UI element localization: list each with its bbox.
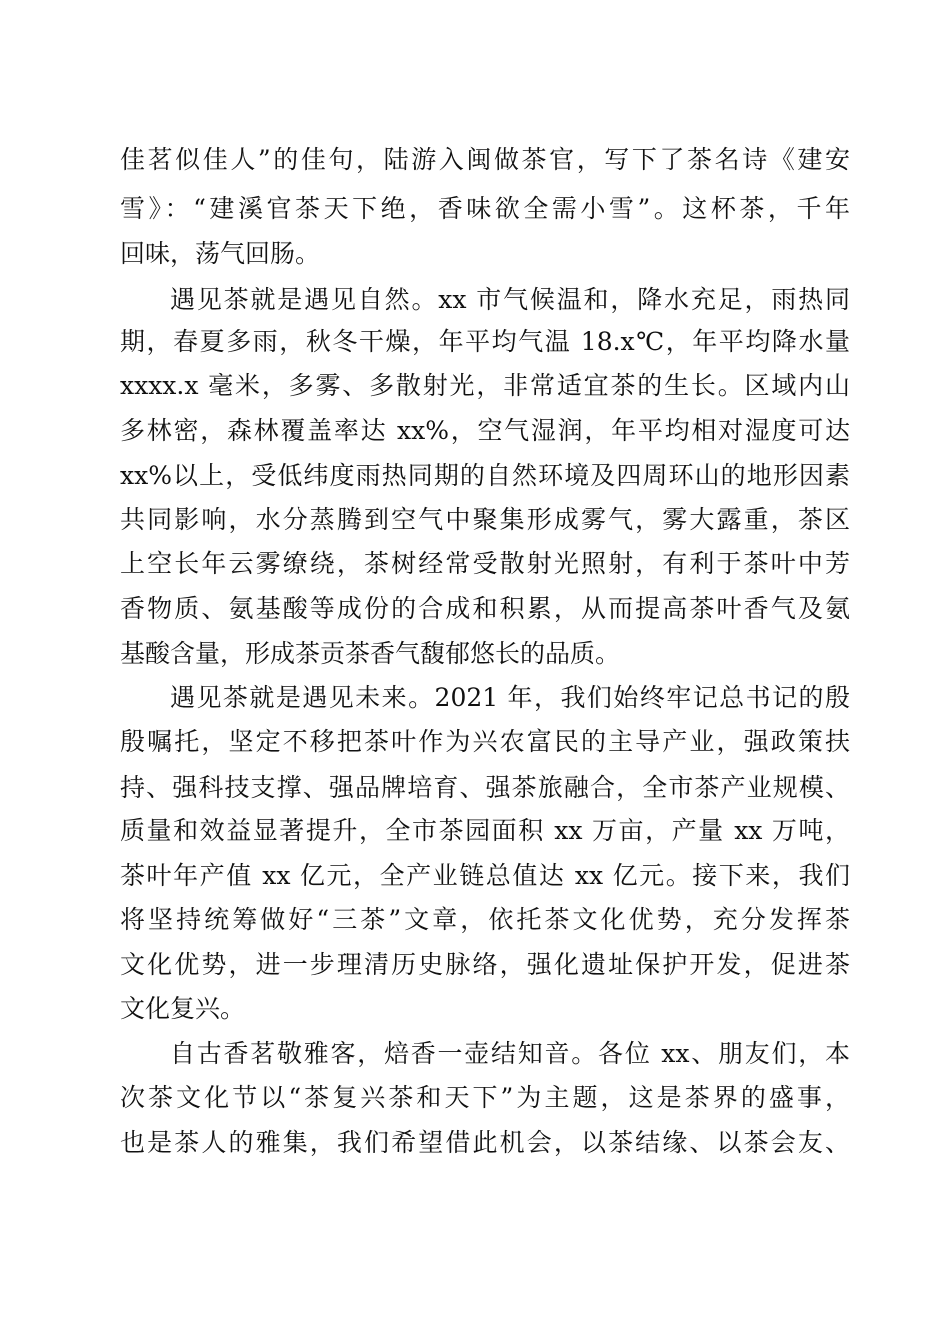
paragraph-first-line: 自古香茗敬雅客，焙香一壶结知音。各位 xx、朋友们，本 [170,1039,850,1068]
text-line: 文化复兴。 [120,994,246,1023]
text-line: 茶叶年产值 xx 亿元，全产业链总值达 xx 亿元。接下来，我们 [120,861,850,890]
text-line: 文化优势，进一步理清历史脉络，强化遗址保护开发，促进茶 [120,950,850,979]
text-line: 质量和效益显著提升，全市茶园面积 xx 万亩，产量 xx 万吨， [120,816,850,845]
text-line: 次茶文化节以“茶复兴茶和天下”为主题，这是茶界的盛事， [120,1083,850,1112]
text-line: 持、强科技支撑、强品牌培育、强茶旅融合，全市茶产业规模、 [120,773,850,802]
text-line: 也是茶人的雅集，我们希望借此机会，以茶结缘、以茶会友、 [120,1128,850,1157]
paragraph-first-line: 遇见茶就是遇见自然。xx 市气候温和，降水充足，雨热同 [170,285,850,314]
text-line: 殷嘱托，坚定不移把茶叶作为兴农富民的主导产业，强政策扶 [120,727,850,756]
text-line: xx%以上，受低纬度雨热同期的自然环境及四周环山的地形因素 [120,461,850,490]
text-line: 期，春夏多雨，秋冬干燥，年平均气温 18.x℃，年平均降水量 [120,327,850,356]
text-line: 上空长年云雾缭绕，茶树经常受散射光照射，有利于茶叶中芳 [120,549,850,578]
text-line: 香物质、氨基酸等成份的合成和积累，从而提高茶叶香气及氨 [120,594,850,623]
paragraph-first-line: 遇见茶就是遇见未来。2021 年，我们始终牢记总书记的殷 [170,683,850,712]
text-line: xxxx.x 毫米，多雾、多散射光，非常适宜茶的生长。区域内山 [120,371,850,400]
text-line: 将坚持统筹做好“三茶”文章，依托茶文化优势，充分发挥茶 [120,905,850,934]
text-line: 雪》：“建溪官茶天下绝，香味欲全需小雪”。这杯茶，千年 [120,194,850,223]
text-line: 多林密，森林覆盖率达 xx%，空气湿润，年平均相对湿度可达 [120,416,850,445]
text-line: 共同影响，水分蒸腾到空气中聚集形成雾气，雾大露重，茶区 [120,505,850,534]
text-line: 回味，荡气回肠。 [120,239,321,268]
text-line: 佳茗似佳人”的佳句，陆游入闽做茶官，写下了茶名诗《建安 [120,145,850,174]
text-line: 基酸含量，形成茶贡茶香气馥郁悠长的品质。 [120,639,621,668]
